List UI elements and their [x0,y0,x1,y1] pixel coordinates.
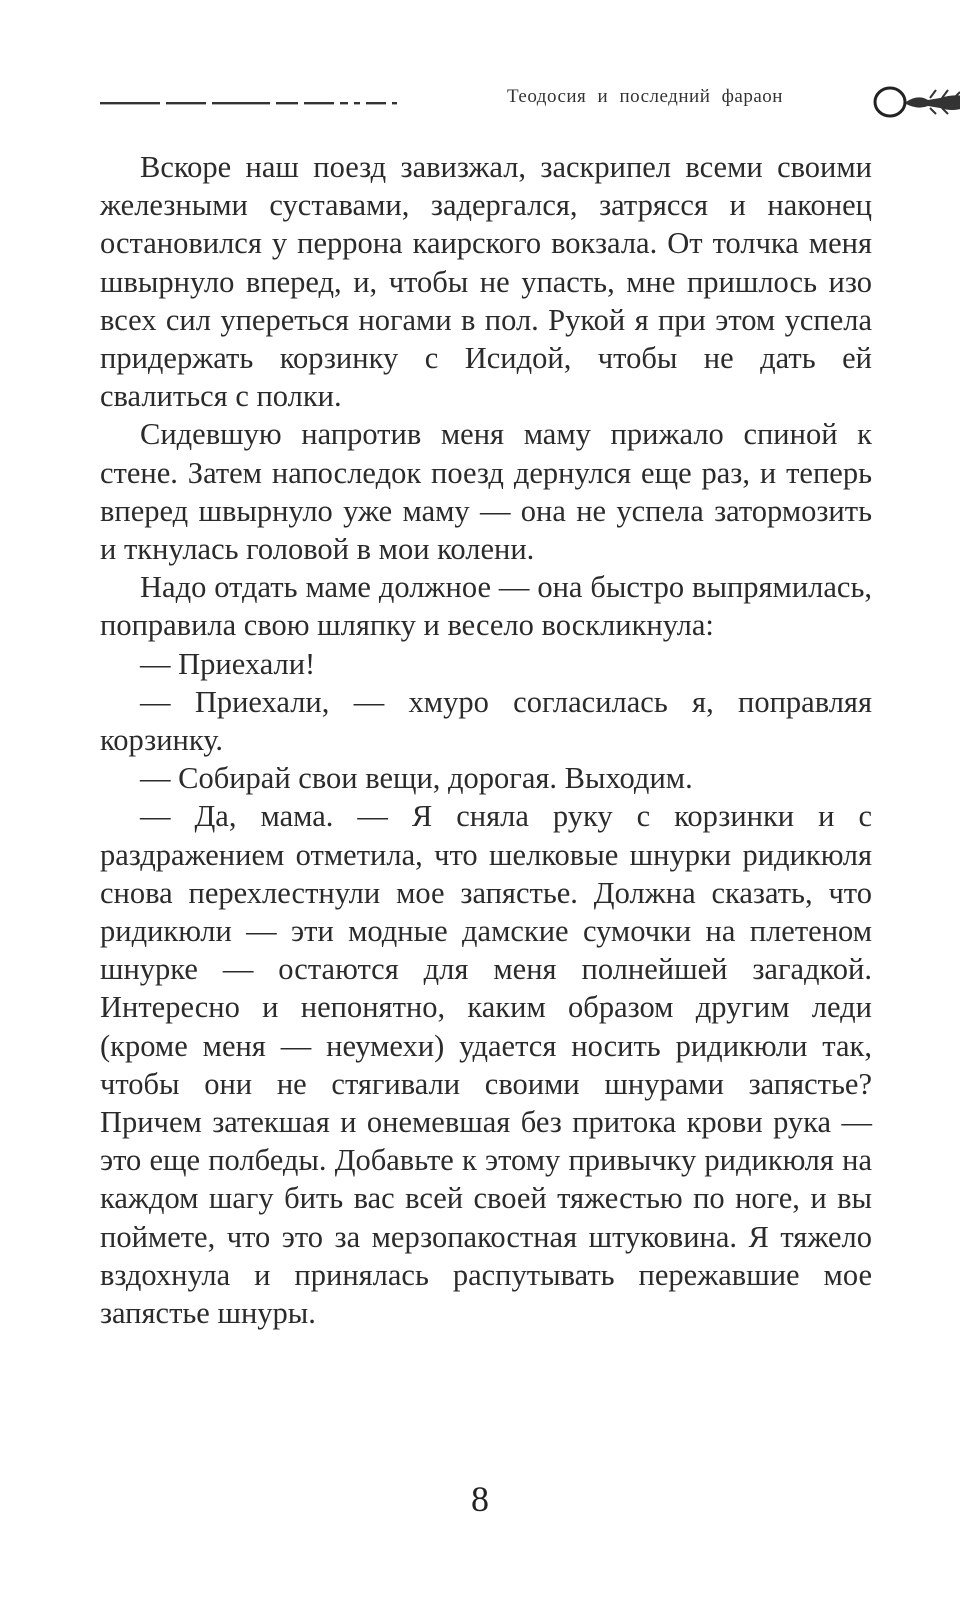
page-number: 8 [471,1479,489,1519]
paragraph: Вскоре наш поезд завизжал, заскрипел всеми своими железными суставами, задергался, затрясся и наконец остановился у перрона каирского вокзала. От толчка меня швырнуло вперед, и, чтобы не упасть, мне пришлось изо всех сил упереться ногами в пол. Рукой я при этом успела придержать корзинку с Исидой, чтобы не дать ей свалиться с полки. [100,150,872,414]
header-rule [100,100,400,106]
paragraph: Надо отдать маме должное — она быстро выпрямилась, поправила свою шляпку и весело воскликнула: [100,570,872,643]
dialogue-line: — Да, мама. — Я сняла руку с корзинки и с раздражением отметила, что шелковые шнурки ридикюля снова перехлестнули мое запястье. Должна сказать, что ридикюли — эти модные дамские сумочки на плетеном шнурке — остаются для меня полнейшей загадкой. Интересно и непонятно, каким образом другим леди (кроме меня — неумехи) удается носить ридикюли так, чтобы они не стягивали своими шнурами запястье? Причем затекшая и онемевшая без притока крови рука — это еще полбеды. Добавьте к этому привычку ридикюля на каждом шагу бить вас всей своей тяжестью по ноге, и вы поймете, что это за мерзопакостная штуковина. Я тяжело вздохнула и принялась распутывать пережавшие мое запястье шнуры. [100,799,872,1331]
dialogue-line: — Собирай свои вещи, дорогая. Выходим. [140,761,693,796]
body-text [100,148,872,1332]
running-header [100,82,900,122]
scarab-ornament-icon [870,82,960,122]
running-header-title: Теодосия и последний фараон [507,86,783,107]
paragraph: Сидевшую напротив меня маму прижало спиной к стене. Затем напоследок поезд дернулся еще раз, и теперь вперед швырнуло уже маму — она не успела затормозить и ткнулась головой в мои колени. [100,417,872,567]
dialogue-line: — Приехали! [140,646,316,681]
dialogue-line: — Приехали, — хмуро согласилась я, поправляя корзинку. [100,684,872,758]
